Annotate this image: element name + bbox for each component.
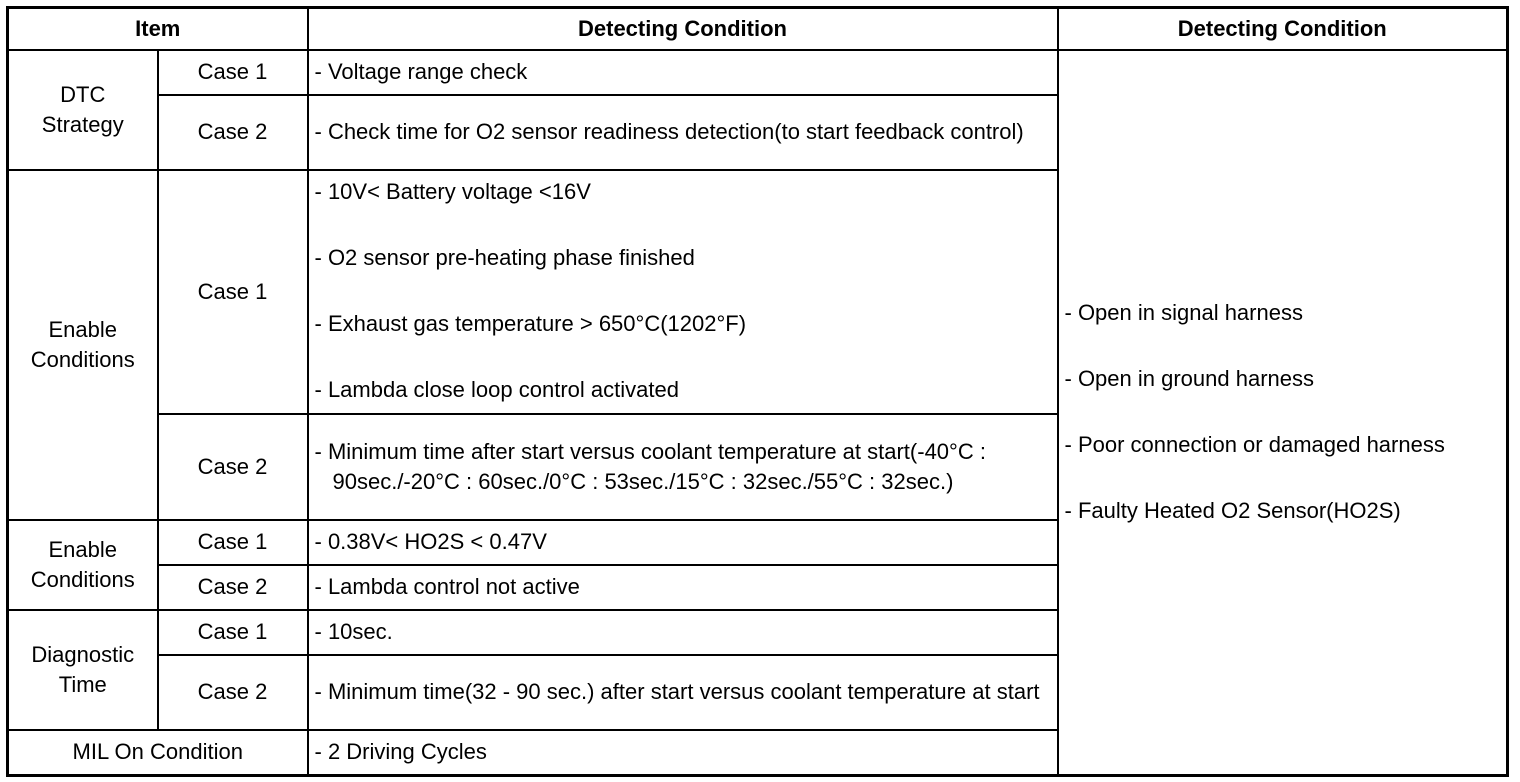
table-row [8, 50, 1508, 95]
condition-line: - Lambda close loop control activated [314, 376, 679, 402]
condition-line: - Minimum time after start versus coolant temperature at start(-40°C : 90sec./-20°C : 60sec./0°C : 53sec./15°C : 32sec./55°C : 32sec.) [314, 438, 986, 494]
item-diagnostic-time: Diagnostic Time [8, 610, 158, 730]
cause-line: - Poor connection or damaged harness [1064, 432, 1445, 458]
condition-line: - 2 Driving Cycles [314, 739, 487, 765]
header-item: Item [8, 8, 308, 50]
cause-line: - Open in ground harness [1064, 366, 1314, 392]
condition-line: - Voltage range check [314, 59, 528, 84]
item-enable-conditions: Enable Conditions [8, 170, 158, 520]
possible-cause-cell [1058, 50, 1508, 776]
case-label: Case 1 [158, 50, 308, 95]
condition-cell [308, 655, 1058, 730]
condition-cell [308, 565, 1058, 610]
condition-cell [308, 95, 1058, 170]
condition-line: - Check time for O2 sensor readiness detection(to start feedback control) [314, 119, 1024, 144]
header-possible-cause: Detecting Condition [1058, 8, 1508, 50]
item-enable-conditions: Enable Conditions [8, 520, 158, 610]
condition-cell [308, 730, 1058, 776]
item-mil-on-condition: MIL On Condition [8, 730, 308, 776]
case-label: Case 2 [158, 655, 308, 730]
dtc-table [6, 6, 1509, 777]
condition-line: - Minimum time(32 - 90 sec.) after start versus coolant temperature at start [314, 679, 1040, 704]
cause-line: - Faulty Heated O2 Sensor(HO2S) [1064, 498, 1401, 524]
header-row [8, 8, 1508, 50]
condition-line: - O2 sensor pre-heating phase finished [314, 244, 695, 270]
case-label: Case 2 [158, 414, 308, 520]
condition-line: - Lambda control not active [314, 574, 580, 599]
condition-line: - 10V< Battery voltage <16V [314, 178, 591, 204]
case-label: Case 2 [158, 565, 308, 610]
case-label: Case 1 [158, 520, 308, 565]
condition-cell [308, 610, 1058, 655]
case-label: Case 1 [158, 610, 308, 655]
item-dtc-strategy: DTC Strategy [8, 50, 158, 170]
case-label: Case 1 [158, 170, 308, 414]
condition-cell [308, 170, 1058, 414]
case-label: Case 2 [158, 95, 308, 170]
cause-line: - Open in signal harness [1064, 300, 1303, 326]
condition-cell [308, 414, 1058, 520]
condition-line: - Exhaust gas temperature > 650°C(1202°F) [314, 310, 747, 336]
condition-cell [308, 520, 1058, 565]
condition-line: - 0.38V< HO2S < 0.47V [314, 529, 547, 554]
condition-line: - 10sec. [314, 619, 393, 644]
header-detecting-condition: Detecting Condition [308, 8, 1058, 50]
condition-cell [308, 50, 1058, 95]
